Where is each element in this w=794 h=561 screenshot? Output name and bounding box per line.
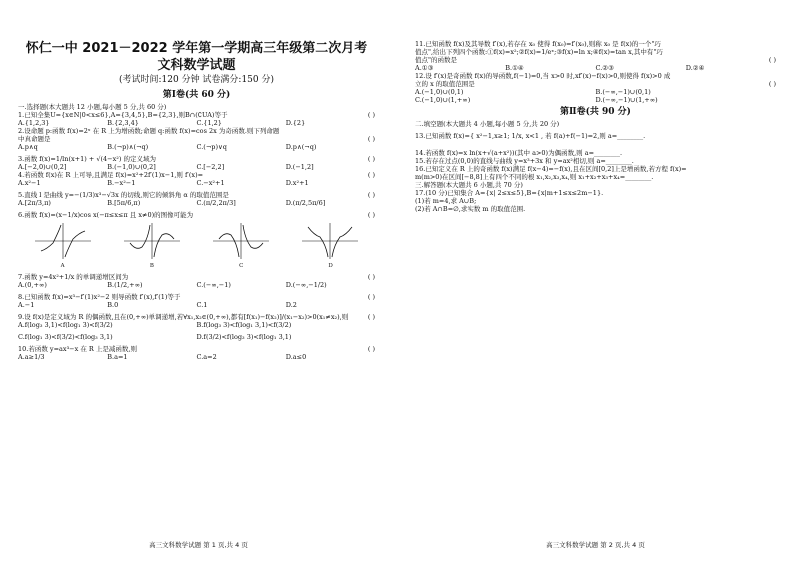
q8-options: A.−1 B.0 C.1 D.2	[18, 301, 297, 309]
q11-options: A.①③ B.①④ C.②③ D.②④	[415, 64, 705, 72]
section3-heading: 三.解答题(本大题共 6 小题,共 70 分)	[415, 181, 523, 189]
section2-heading: 二.填空题(本大题共 4 小题,每小题 5 分,共 20 分)	[415, 120, 560, 128]
question-8: 8.已知函数 f(x)=x³−f′(1)x²−2 则导函数 f′(x),f′(1)等于 ( )	[18, 293, 375, 301]
question-2-cont: 中真命题是 ( )	[18, 135, 375, 143]
question-17-part2: (2)若 A∩B=∅,求实数 m 的取值范围.	[415, 205, 526, 213]
page-footer-right: 高三文科数学试题 第 2 页,共 4 页	[546, 541, 645, 549]
graph-b: B	[122, 221, 182, 267]
graph-d: D	[300, 221, 360, 267]
q9-options-row1: A.f(log₃ 3,1)<f(log₁ 3)<f(3/2) B.f(log₃ 3)<f(log₁ 3,1)<f(3/2)	[18, 321, 292, 329]
exam-title: 怀仁一中 2021－2022 学年第一学期高三年级第二次月考	[25, 41, 368, 56]
q7-options: A.(0,+∞) B.(1/2,+∞) C.(−∞,−1) D.(−∞,−1/2)	[18, 281, 327, 289]
graph-c-image	[211, 221, 271, 261]
q4-options: A.x²−1 B.−x²−1 C.−x²+1 D.x²+1	[18, 179, 309, 187]
question-11-cont2: 值点"的函数是 ( )	[415, 56, 776, 64]
question-2: 2.设命题 p:函数 f(x)=2ˣ 在 R 上为增函数;命题 q:函数 f(x)=cos 2x 为奇函数.则下列命题	[18, 127, 280, 135]
part2-heading: 第Ⅱ卷(共 90 分)	[560, 107, 631, 117]
graph-d-image	[300, 221, 360, 261]
question-1: 1.已知全集U={x∈N|0<x≤6},A={3,4,5},B={2,3},则B∩(∁UA)等于 ( )	[18, 111, 375, 119]
question-17: 17.(10 分)已知集合 A={x| 2≤x≤5},B={x|m+1≤x≤2m−1}.	[415, 189, 604, 197]
question-12: 12.设 f′(x)是奇函数 f(x)的导函数,f(−1)=0,当 x>0 时,xf′(x)−f(x)>0,则使得 f(x)>0 成	[415, 72, 671, 80]
graph-b-image	[122, 221, 182, 261]
section1-heading: 一.选择题(本大题共 12 小题,每小题 5 分,共 60 分)	[18, 103, 167, 111]
exam-info: (考试时间:120 分钟 试卷满分:150 分)	[118, 75, 275, 85]
question-16: 16.已知定义在 R 上的奇函数 f(x)满足 f(x−4)=−f(x),且在区间[0,2]上是增函数,若方程 f(x)=	[415, 165, 687, 173]
page-footer-left: 高三文科数学试题 第 1 页,共 4 页	[149, 541, 248, 549]
question-9: 9.设 f(x)是定义域为 R 的偶函数,且在(0,+∞)单调递增,若∀x₁,x₂∈(0,+∞),都有[f(x₁)−f(x₂)]/(x₁−x₂)>0(x₁≠x₂),则 ( )	[18, 313, 375, 321]
question-4: 4.若函数 f(x)在 R 上可导,且满足 f(x)=x²+2f′(1)x−1,则 f′(x)= ( )	[18, 171, 375, 179]
question-16-cont: m(m>0)在区间[−8,8]上有四个不同的根 x₁,x₂,x₃,x₄,则 x₁+x₂+x₃+x₄=________.	[415, 173, 654, 181]
question-11: 11.已知函数 f(x)及其导数 f′(x),若存在 x₀ 使得 f(x₀)=f′(x₀),则称 x₀ 是 f(x)的一个"巧	[415, 40, 661, 48]
graph-a: A	[33, 221, 93, 267]
graph-a-image	[33, 221, 93, 261]
part1-heading: 第Ⅰ卷(共 60 分)	[162, 90, 231, 100]
question-3: 3.函数 f(x)=1/ln(x+1) + √(4−x²) 的定义域为 ( )	[18, 155, 375, 163]
question-14: 14.若函数 f(x)=x ln(x+√(a+x²))(其中 a>0)为偶函数,则 a=________.	[415, 149, 623, 157]
q2-options: A.p∧q B.(¬p)∧(¬q) C.(¬p)∨q D.p∧(¬q)	[18, 143, 317, 151]
question-17-part1: (1)若 m=4,求 A∪B;	[415, 197, 477, 205]
q9-options-row2: C.f(log₁ 3)<f(3/2)<f(log₃ 3,1) D.f(3/2)<f(log₃ 3)<f(log₁ 3,1)	[18, 333, 292, 341]
q6-graphs	[18, 221, 375, 267]
question-12-cont: 立的 x 的取值范围是 ( )	[415, 80, 776, 88]
graph-c: C	[211, 221, 271, 267]
question-7: 7.函数 y=4x²+1/x 的单调递增区间为 ( )	[18, 273, 375, 281]
question-6: 6.函数 f(x)=(x−1/x)cos x(−π≤x≤π 且 x≠0)的图像可能为 ( )	[18, 211, 375, 219]
q12-options-row2: C.(−1,0)∪(1,+∞) D.(−∞,−1)∪(1,+∞)	[415, 96, 658, 104]
question-10: 10.若函数 y=ax³−x 在 R 上是减函数,则 ( )	[18, 345, 375, 353]
q1-options: A.{1,2,3} B.{2,3,4} C.{1,2} D.{2}	[18, 119, 306, 127]
q10-options: A.a≥1/3 B.a=1 C.a=2 D.a≤0	[18, 353, 307, 361]
page-right	[397, 0, 794, 561]
q12-options-row1: A.(−1,0)∪(0,1) B.(−∞,−1)∪(0,1)	[415, 88, 651, 96]
q5-options: A.[2π/3,π) B.[5π/6,π) C.(π/2,2π/3] D.(π/2,5π/6]	[18, 199, 326, 207]
exam-subtitle: 文科数学试题	[157, 58, 236, 73]
question-11-cont: 值点",给出下列四个函数:①f(x)=x²;②f(x)=1/eˣ;③f(x)=ln x;④f(x)=tan x,其中有"巧	[415, 48, 663, 56]
question-15: 15.若存在过点(0,0)的直线与曲线 y=x³+3x 和 y=ax²相切,则 a=________.	[415, 157, 634, 165]
q3-options: A.[−2,0)∪(0,2] B.(−1,0)∪(0,2] C.[−2,2] D.(−1,2]	[18, 163, 314, 171]
question-5: 5.直线 l 是曲线 y=−(1/3)x³−√3x 的切线,则它的倾斜角 α 的取值范围是 ( )	[18, 191, 375, 199]
question-13: 13.已知函数 f(x)={ x²−1,x≥1; 1/x, x<1 , 若 f(a)+f(−1)=2,则 a=________.	[415, 132, 646, 140]
